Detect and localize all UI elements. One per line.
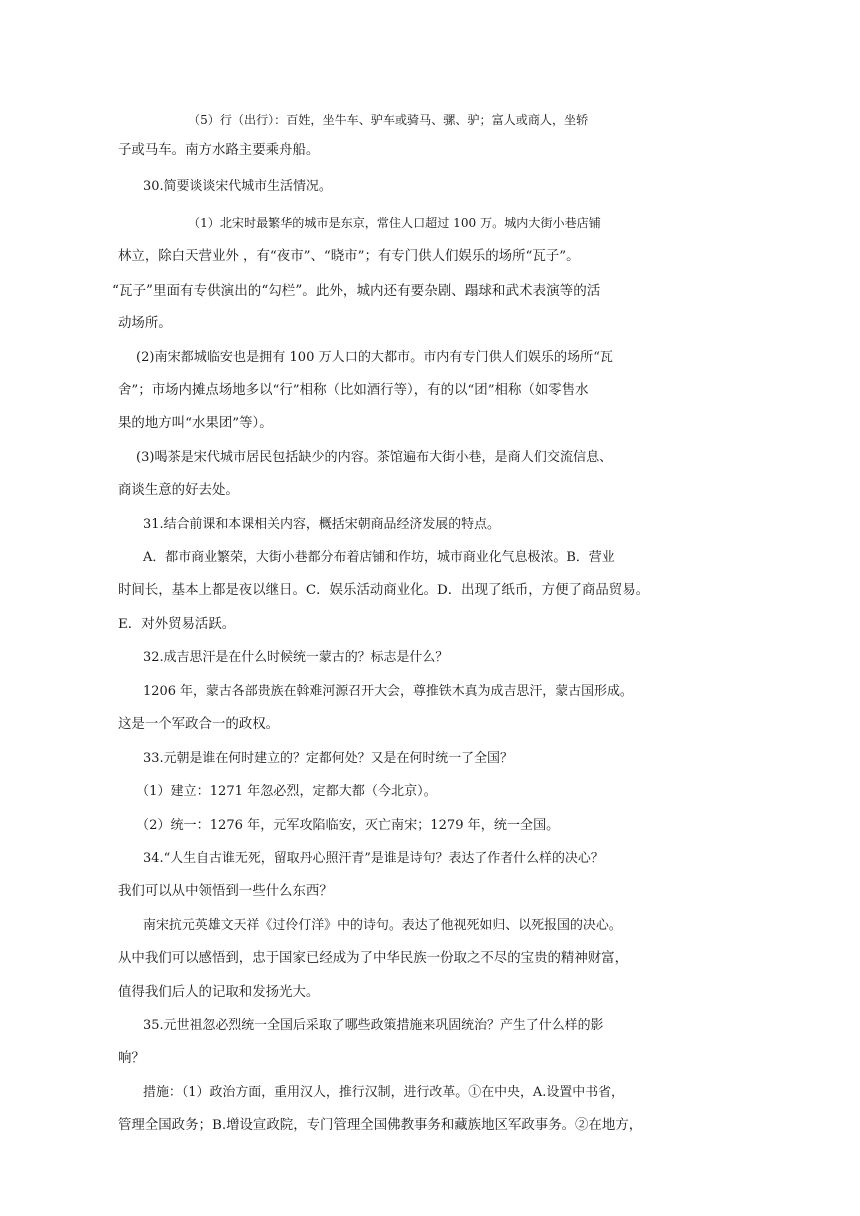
text-line: 时间长，基本上都是夜以继日。C．娱乐活动商业化。D．出现了纸币，方便了商品贸易。 bbox=[118, 583, 650, 598]
text-line: 林立，除白天营业外 ，有“夜市”、“晓市”；有专门供人们娱乐的场所“瓦子”。 bbox=[118, 249, 580, 264]
text-line: 商谈生意的好去处。 bbox=[118, 483, 239, 498]
text-line: 值得我们后人的记取和发扬光大。 bbox=[118, 985, 320, 1000]
text-line: 舍”；市场内摊点场地多以“行”相称（比如酒行等），有的以“团”相称（如零售水 bbox=[118, 383, 589, 398]
text-line: 1206 年，蒙古各部贵族在斡难河源召开大会，尊推铁木真为成吉思汗，蒙古国形成。 bbox=[143, 684, 633, 699]
text-line: (2)南宋都城临安也是拥有 100 万人口的大都市。市内有专门供人们娱乐的场所“瓦 bbox=[136, 350, 613, 365]
text-line: “瓦子”里面有专供演出的“勾栏”。此外，城内还有要杂剧、蹋球和武术表演等的活 bbox=[112, 283, 601, 299]
text-line: 从中我们可以感悟到，忠于国家已经成为了中华民族一份取之不尽的宝贵的精神财富， bbox=[118, 951, 629, 966]
text-line: 果的地方叫“水果团”等）。 bbox=[118, 416, 273, 431]
question-heading: 34.“人生自古谁无死，留取丹心照汗青”是谁是诗句？表达了作者什么样的决心？ bbox=[143, 851, 604, 866]
text-line: 动场所。 bbox=[118, 316, 172, 331]
question-heading: 33.元朝是谁在何时建立的？定都何处？又是在何时统一了全国？ bbox=[143, 751, 513, 766]
text-line: （2）统一：1276 年，元军攻陷临安，灭亡南宋；1279 年，统一全国。 bbox=[136, 818, 560, 833]
text-line: 这是一个军政合一的政权。 bbox=[118, 717, 280, 732]
text-line: 南宋抗元英雄文天祥《过伶仃洋》中的诗句。表达了他视死如归、以死报国的决心。 bbox=[143, 918, 622, 933]
question-heading: 35.元世祖忽必烈统一全国后采取了哪些政策措施来巩固统治？产生了什么样的影 bbox=[143, 1018, 604, 1033]
question-heading: 我们可以从中领悟到一些什么东西？ bbox=[118, 884, 333, 899]
text-line: E．对外贸易活跃。 bbox=[118, 617, 236, 632]
question-heading: 响？ bbox=[118, 1051, 145, 1066]
text-line: A．都市商业繁荣，大街小巷都分布着店铺和作坊，城市商业化气息极浓。B．营业 bbox=[143, 550, 615, 565]
question-heading: 30.简要谈谈宋代城市生活情况。 bbox=[143, 179, 332, 194]
question-heading: 32.成吉思汗是在什么时候统一蒙古的？标志是什么？ bbox=[143, 650, 449, 665]
text-line: 措施：（1）政治方面，重用汉人，推行汉制，进行改革。①在中央，A.设置中书省， bbox=[143, 1085, 624, 1100]
text-line: （1）北宋时最繁华的城市是东京，常住人口超过 100 万。城内大街小巷店铺 bbox=[188, 216, 601, 230]
question-heading: 31.结合前课和本课相关内容，概括宋朝商品经济发展的特点。 bbox=[143, 517, 500, 532]
text-line: 子或马车。南方水路主要乘舟船。 bbox=[118, 143, 320, 158]
text-line: （5）行（出行）：百姓，坐牛车、驴车或骑马、骡、驴；富人或商人，坐轿 bbox=[188, 113, 589, 127]
text-line: （1）建立：1271 年忽必烈，定都大都（今北京）。 bbox=[136, 784, 437, 799]
text-line: 管理全国政务；B.增设宣政院，专门管理全国佛教事务和藏族地区军政事务。②在地方， bbox=[118, 1118, 643, 1133]
text-line: (3)喝茶是宋代城市居民包括缺少的内容。茶馆遍布大街小巷，是商人们交流信息、 bbox=[136, 450, 613, 465]
